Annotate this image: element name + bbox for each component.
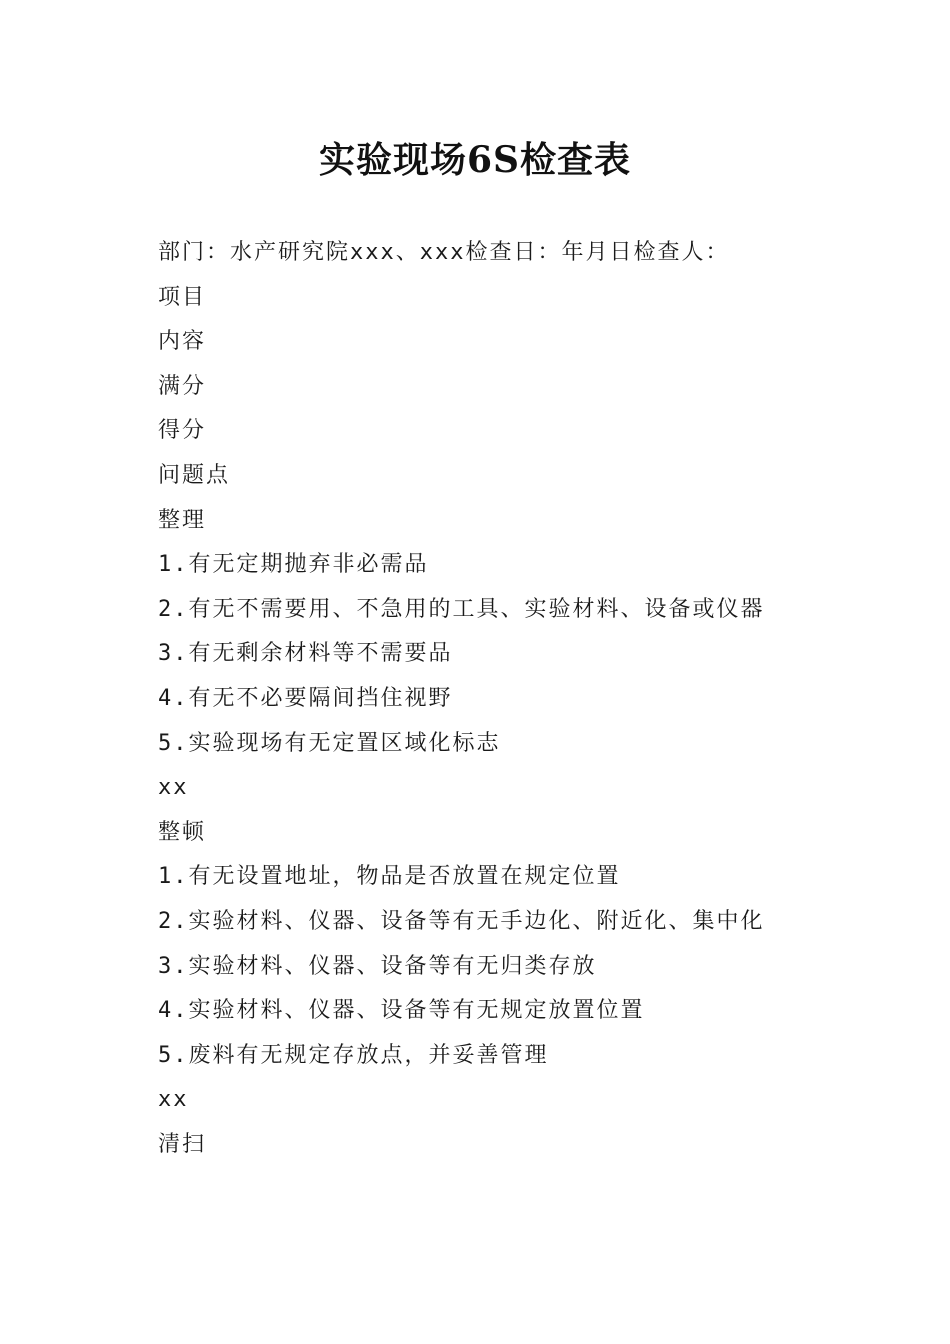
check-item: 3.实验材料、仪器、设备等有无归类存放 <box>158 953 597 979</box>
check-item: 1.有无定期抛弃非必需品 <box>158 552 429 578</box>
header-info-line: 部门：水产研究院xxx、xxx检查日：年月日检查人： <box>158 240 730 265</box>
column-label-score: 得分 <box>158 418 207 444</box>
check-item: 5.实验现场有无定置区域化标志 <box>158 730 501 756</box>
section-heading-sort: 整理 <box>158 507 207 533</box>
check-item: 5.废料有无规定存放点，并妥善管理 <box>158 1042 549 1068</box>
section-heading-shine: 清扫 <box>158 1131 207 1157</box>
check-item: 3.有无剩余材料等不需要品 <box>158 641 453 667</box>
score-placeholder: xx <box>158 775 189 801</box>
column-label-item: 项目 <box>158 284 207 310</box>
check-item: 4.有无不必要隔间挡住视野 <box>158 685 453 711</box>
score-placeholder: xx <box>158 1087 189 1113</box>
column-label-issues: 问题点 <box>158 462 231 488</box>
column-label-content: 内容 <box>158 329 207 355</box>
check-item: 2.实验材料、仪器、设备等有无手边化、附近化、集中化 <box>158 908 765 934</box>
document-body <box>158 231 918 1167</box>
section-heading-set-in-order: 整顿 <box>158 819 207 845</box>
check-item: 4.实验材料、仪器、设备等有无规定放置位置 <box>158 998 645 1024</box>
document-title: 实验现场6S检查表 <box>318 139 632 181</box>
check-item: 2.有无不需要用、不急用的工具、实验材料、设备或仪器 <box>158 596 765 622</box>
check-item: 1.有无设置地址，物品是否放置在规定位置 <box>158 864 621 890</box>
column-label-full-score: 满分 <box>158 373 207 399</box>
